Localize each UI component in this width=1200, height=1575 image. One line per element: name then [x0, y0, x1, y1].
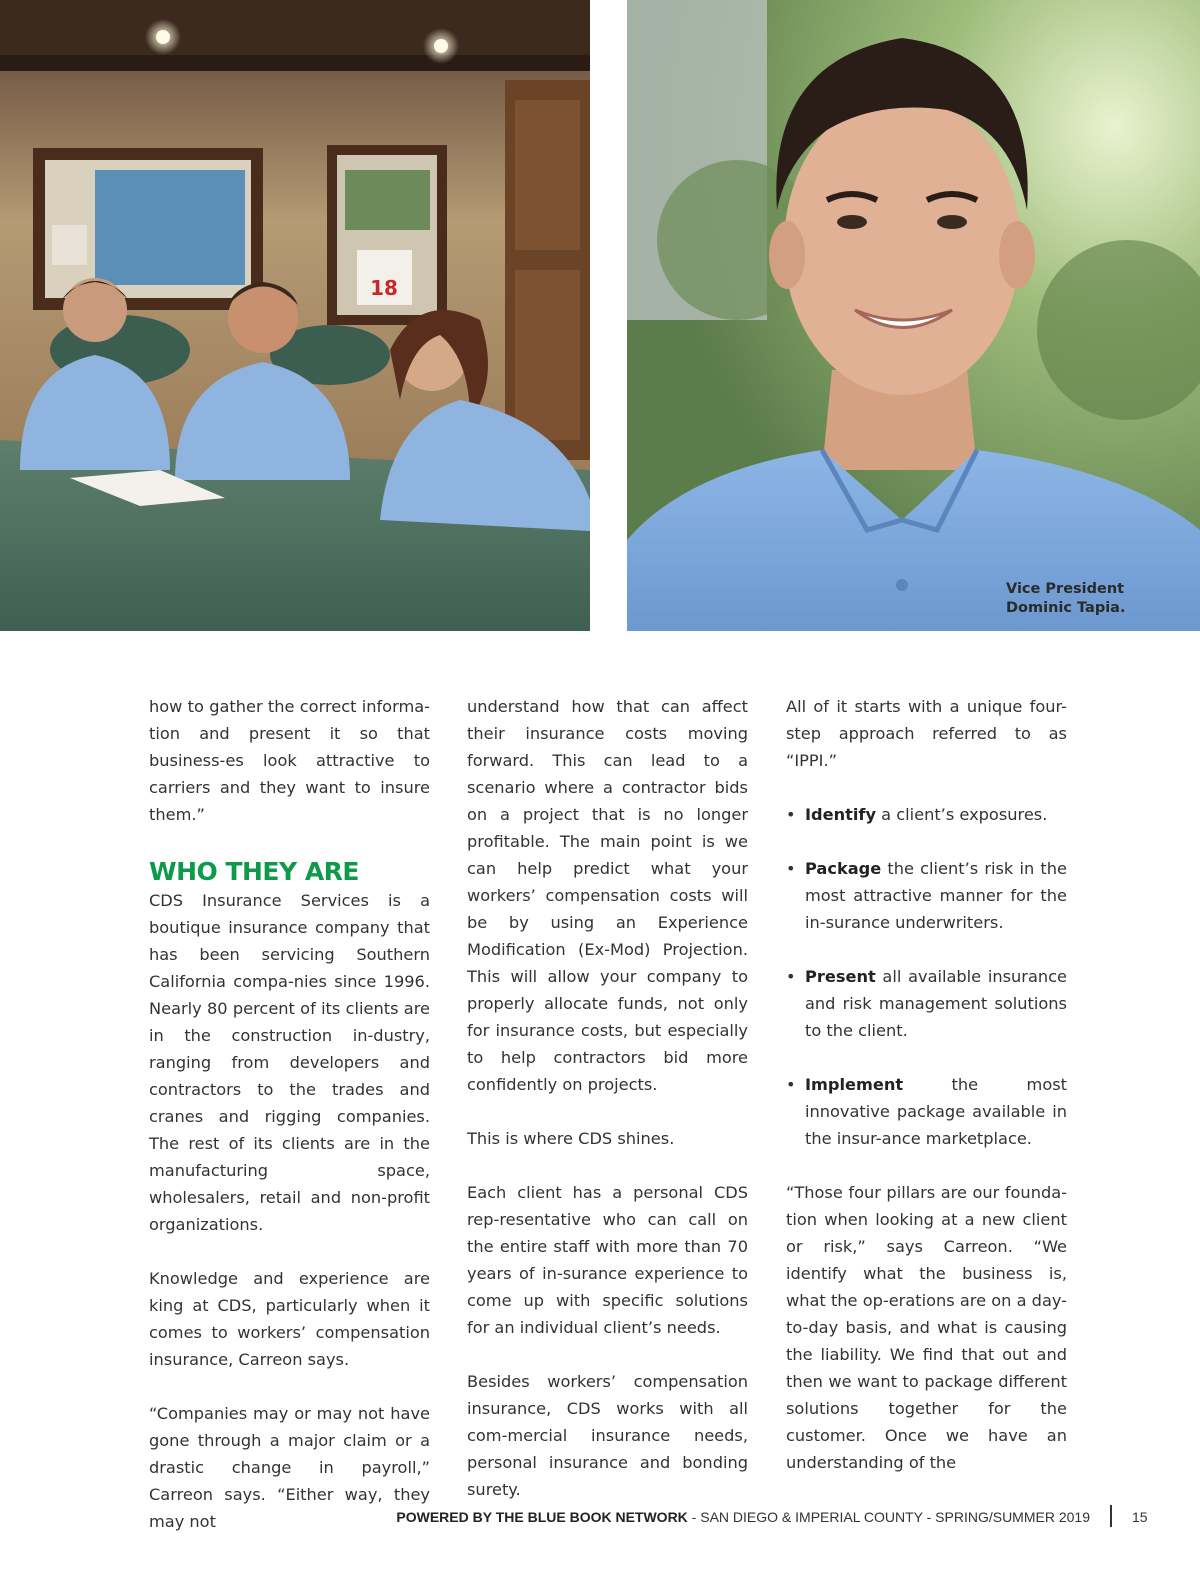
paragraph: Besides workers’ compensation insurance, CDS works with all com-mercial insurance needs, personal insurance and bonding surety.: [467, 1372, 748, 1499]
list-item-term: Identify: [805, 805, 876, 824]
paragraph: This is where CDS shines.: [467, 1129, 675, 1148]
footer-edition: - SAN DIEGO & IMPERIAL COUNTY - SPRING/SUMMER 2019: [687, 1509, 1090, 1525]
team-meeting-photo: [0, 0, 590, 631]
paragraph: CDS Insurance Services is a boutique insurance company that has been servicing Southern California compa-nies since 1996. Nearly 80 percent of its clients are in the construction in-dustry, ranging from developers and contractors to the trades and cranes and rigging companies. The rest of its clients are in the manufacturing space, wholesalers, retail and non-profit organizations.: [149, 891, 430, 1234]
photo-caption: [1006, 580, 1186, 618]
list-item-term: Package: [805, 859, 882, 878]
team-meeting-illustration: [0, 0, 590, 631]
list-item-text: the client’s risk in the most attractive manner for the in-surance underwriters.: [805, 859, 1067, 932]
paragraph: how to gather the correct informa-tion and present it so that business-es look attractive to carriers and they want to insure them.”: [149, 697, 430, 824]
paragraph: understand how that can affect their insurance costs moving forward. This can lead to a scenario where a contractor bids on a project that is no longer profitable. The main point is we can help predict what your workers’ compensation costs will be by using an Experience Modification (Ex-Mod) Projection. This will allow your company to properly allocate funds, not only for insurance costs, but especially to help contractors bid more confidently on projects.: [467, 697, 748, 1094]
article-column-2: [467, 693, 748, 1503]
list-item: [786, 855, 1067, 936]
paragraph: Knowledge and experience are king at CDS, particularly when it comes to workers’ compensation insurance, Carreon says.: [149, 1269, 430, 1369]
bullet-icon: •: [786, 805, 796, 824]
footer-brand: POWERED BY THE BLUE BOOK NETWORK: [396, 1509, 688, 1525]
list-item: [786, 963, 1067, 1044]
article-column-3: [786, 693, 1067, 1476]
portrait-photo: [627, 0, 1200, 631]
bullet-icon: •: [786, 859, 796, 878]
paragraph: All of it starts with a unique four-step approach referred to as “IPPI.”: [786, 697, 1067, 770]
bullet-icon: •: [786, 967, 796, 986]
list-item: [786, 1071, 1067, 1152]
list-item-text: all available insurance and risk management solutions to the client.: [805, 967, 1067, 1040]
list-item-text: a client’s exposures.: [876, 805, 1048, 824]
svg-text:18: 18: [370, 276, 398, 300]
paragraph: “Those four pillars are our founda-tion when looking at a new client or risk,” says Carreon. “We identify what the business is, what the op-erations are on a day-to-day basis, and what is causing the liability. We find that out and then we want to package different solutions together for the customer. Once we have an understanding of the: [786, 1183, 1067, 1472]
portrait-illustration: [627, 0, 1200, 631]
article-column-1: [149, 693, 430, 1535]
list-item-text: the most innovative package available in the insur-ance marketplace.: [805, 1075, 1067, 1148]
caption-name: Dominic Tapia.: [1006, 600, 1126, 616]
paragraph: Each client has a personal CDS rep-resentative who can call on the entire staff with more than 70 years of in-surance experience to come up with specific solutions for an individual client’s needs.: [467, 1183, 748, 1337]
list-item-term: Present: [805, 967, 876, 986]
page-number: 15: [1132, 1509, 1148, 1525]
section-heading: WHO THEY ARE: [149, 857, 359, 886]
list-item-term: Implement: [805, 1075, 904, 1094]
page-footer: [396, 1507, 1090, 1527]
ippi-list: [786, 801, 1067, 1152]
paragraph: “Companies may or may not have gone through a major claim or a drastic change in payroll,” Carreon says. “Either way, they may not: [149, 1404, 430, 1531]
list-item: [786, 801, 1067, 828]
footer-divider: [1110, 1505, 1112, 1527]
bullet-icon: •: [786, 1075, 796, 1094]
caption-title: Vice President: [1006, 581, 1125, 597]
